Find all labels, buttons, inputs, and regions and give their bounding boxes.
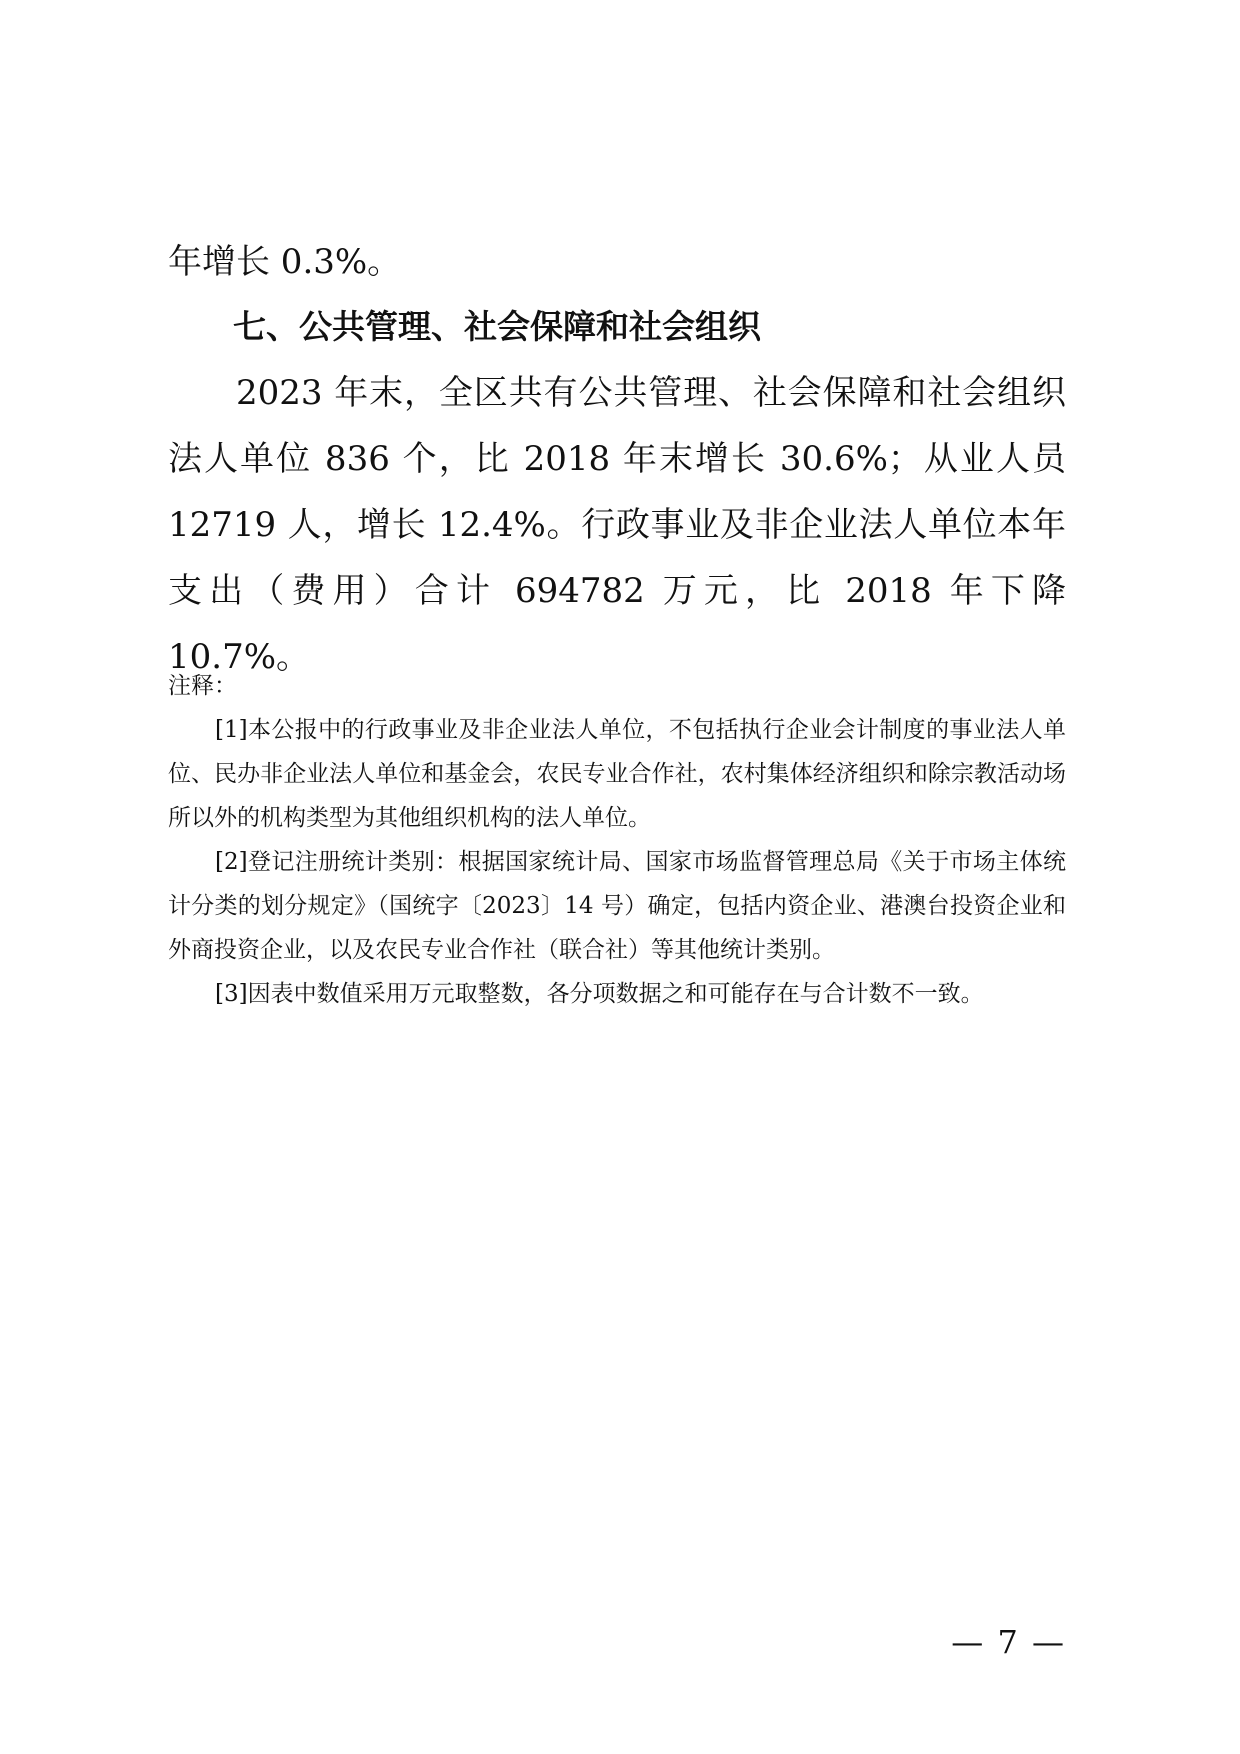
section-heading: 七、公共管理、社会保障和社会组织 <box>233 307 761 346</box>
main-paragraph: 2023 年末，全区共有公共管理、社会保障和社会组织法人单位 836 个，比 2018 年末增长 30.6%；从业人员 12719 人，增长 12.4%。行政事业及非企业法人单位本年支出（费用）合计 694782 万元，比 2018 年下降 10.7%。 <box>168 373 1066 677</box>
notes-section <box>168 664 1066 1016</box>
carry-over-paragraph: 年增长 0.3%。 <box>168 242 402 282</box>
note-item: [2]登记注册统计类别：根据国家统计局、国家市场监督管理总局《关于市场主体统计分类的划分规定》（国统字〔2023〕14 号）确定，包括内资企业、港澳台投资企业和外商投资企业，以及农民专业合作社（联合社）等其他统计类别。 <box>168 849 1066 963</box>
page-number: — 7 — <box>951 1623 1066 1661</box>
note-item: [3]因表中数值采用万元取整数，各分项数据之和可能存在与合计数不一致。 <box>215 981 984 1007</box>
note-item: [1]本公报中的行政事业及非企业法人单位，不包括执行企业会计制度的事业法人单位、民办非企业法人单位和基金会，农民专业合作社，农村集体经济组织和除宗教活动场所以外的机构类型为其他组织机构的法人单位。 <box>168 717 1066 831</box>
notes-title: 注释： <box>168 673 237 699</box>
